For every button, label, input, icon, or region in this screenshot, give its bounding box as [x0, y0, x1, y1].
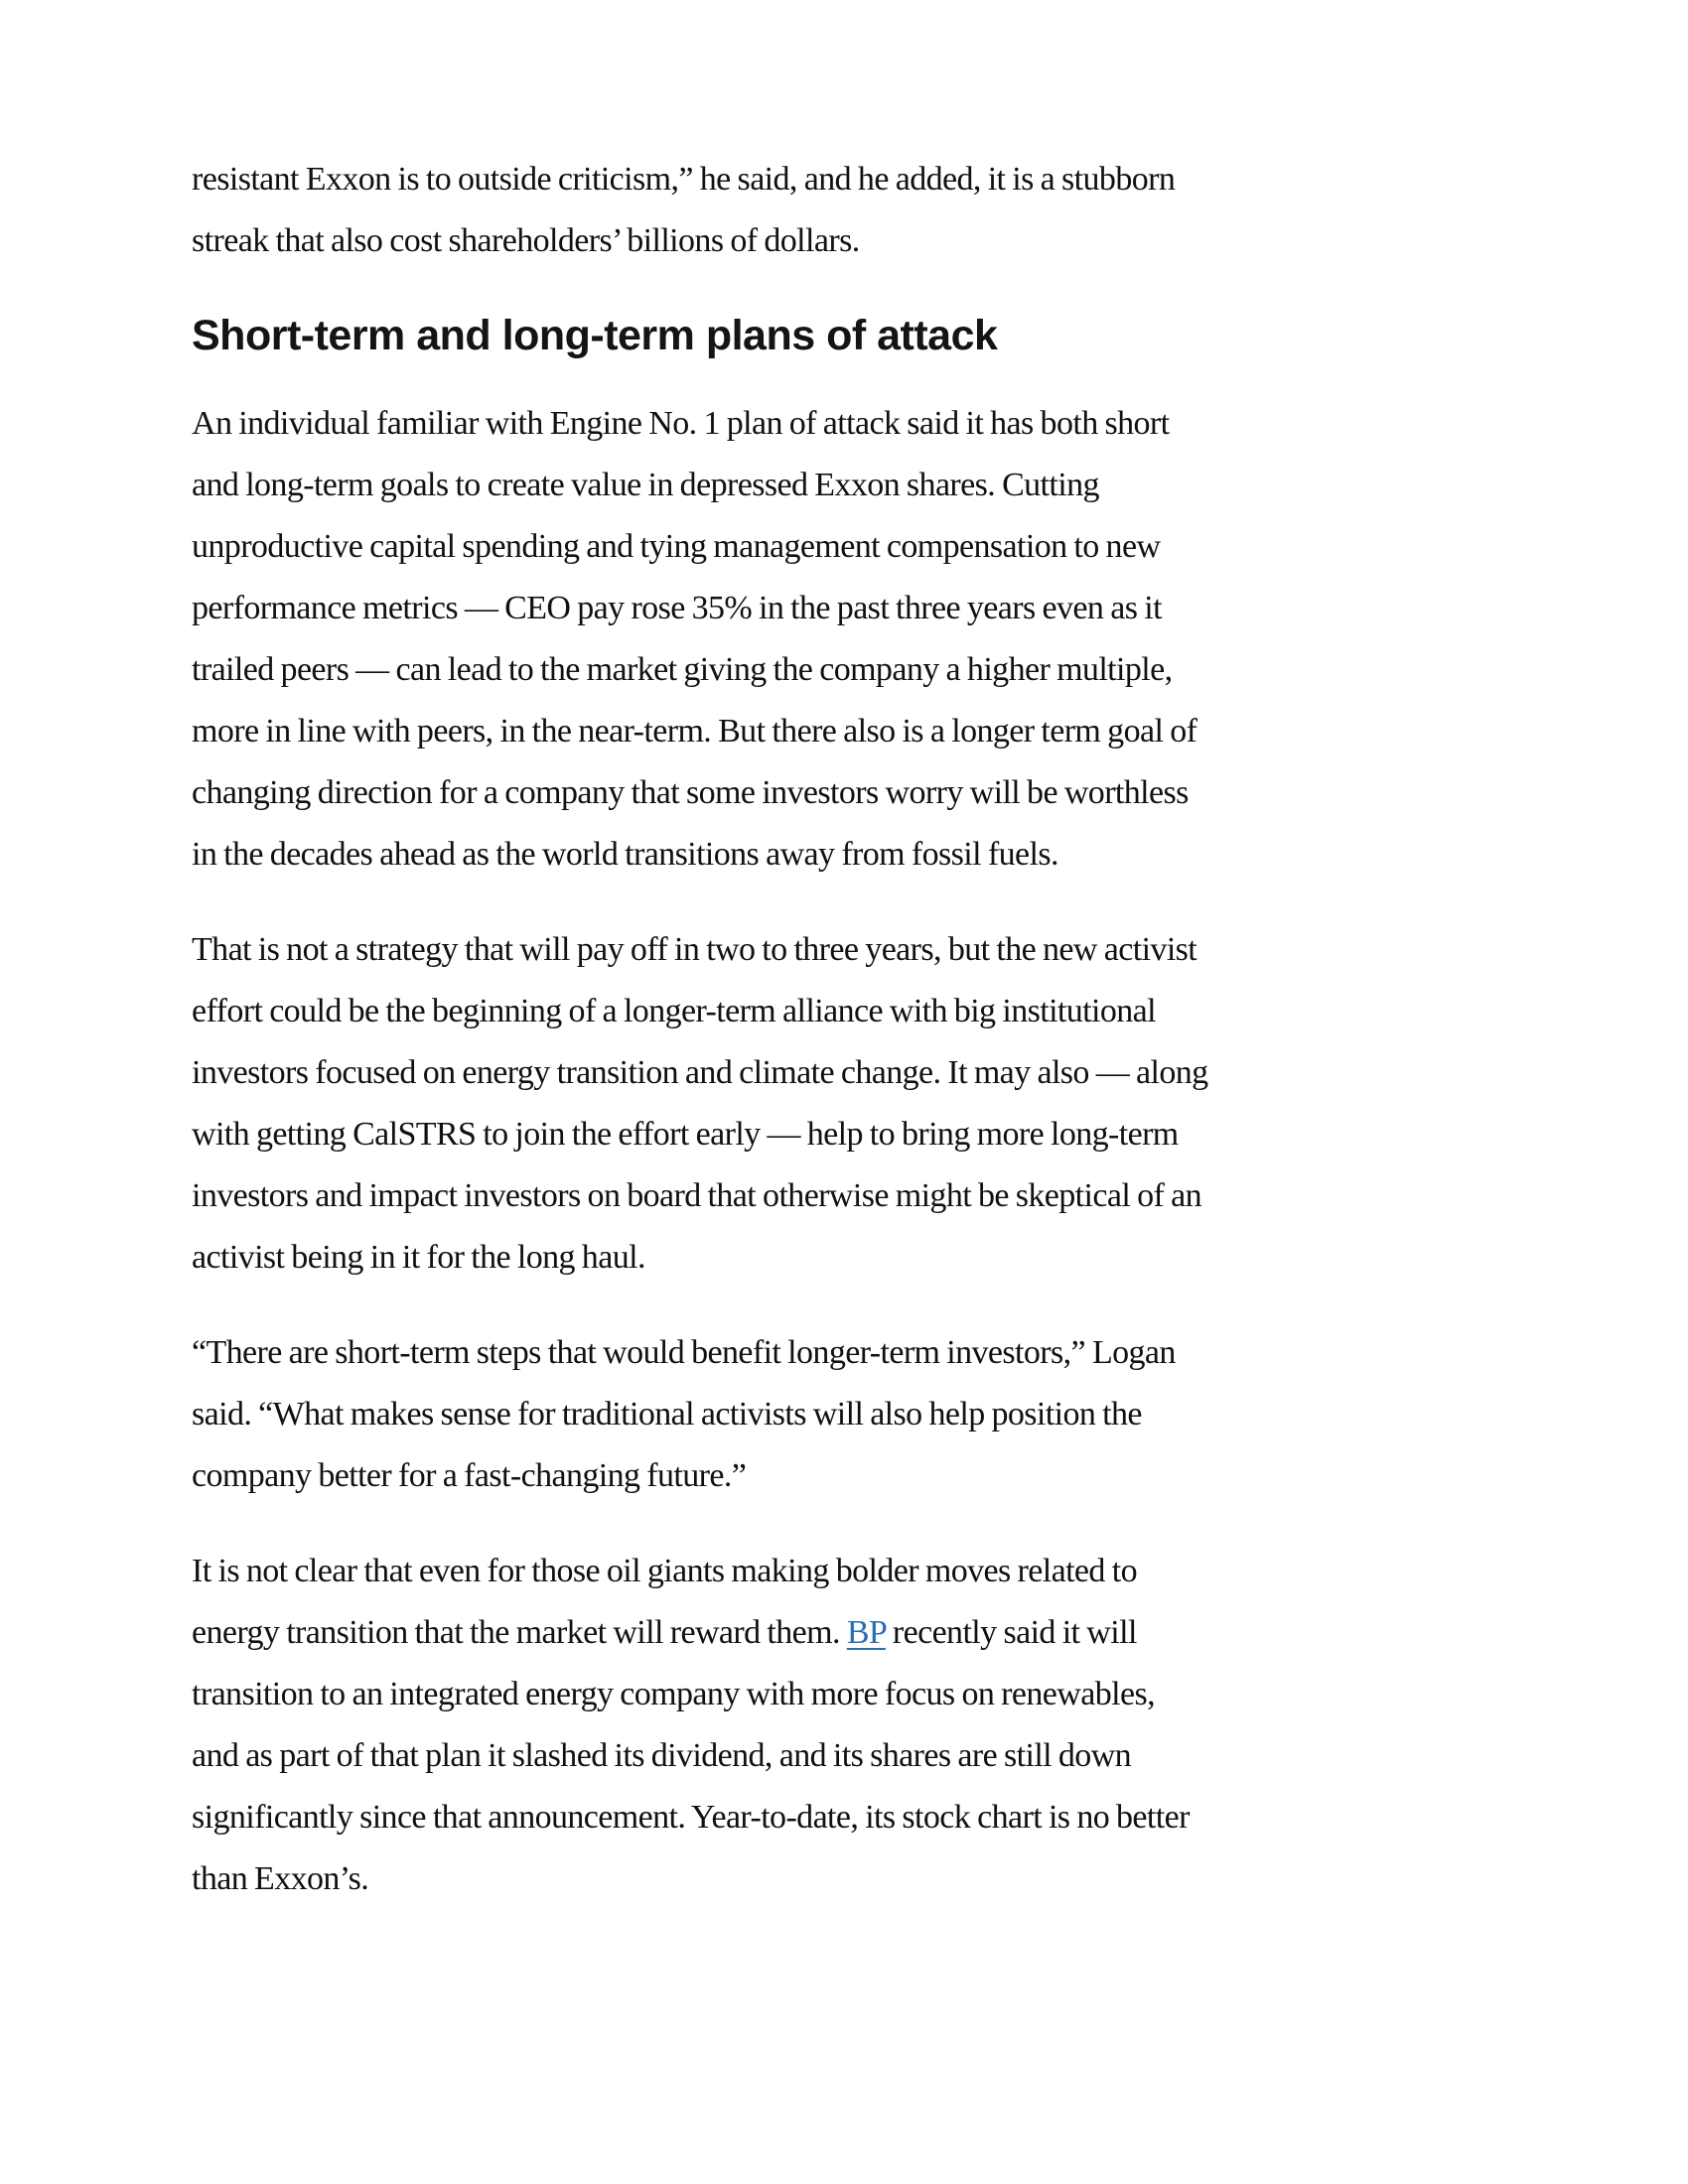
text-line: It is not clear that even for those oil giants making bolder moves related to: [192, 1553, 1137, 1589]
text-line: than Exxon’s.: [192, 1860, 369, 1897]
text-line: in the decades ahead as the world transitions away from fossil fuels.: [192, 836, 1058, 873]
text-line: resistant Exxon is to outside criticism,” he said, and he added, it is a stubborn: [192, 161, 1176, 198]
text-line: said. “What makes sense for traditional activists will also help position the: [192, 1396, 1142, 1433]
intro-paragraph: [192, 149, 1453, 272]
text-line: company better for a fast-changing future.”: [192, 1457, 747, 1494]
text-line: changing direction for a company that some investors worry will be worthless: [192, 774, 1189, 811]
paragraph-logan-quote: [192, 1322, 1453, 1507]
text-line: An individual familiar with Engine No. 1 plan of attack said it has both short: [192, 405, 1170, 442]
text-line: [192, 1602, 1453, 1664]
paragraph-strategy: [192, 919, 1453, 1289]
text-line: investors focused on energy transition and climate change. It may also — along: [192, 1054, 1208, 1091]
text-line: That is not a strategy that will pay off in two to three years, but the new activist: [192, 931, 1197, 968]
text-line: performance metrics — CEO pay rose 35% in the past three years even as it: [192, 590, 1162, 626]
text-line: and long-term goals to create value in depressed Exxon shares. Cutting: [192, 467, 1099, 503]
text-line: with getting CalSTRS to join the effort early — help to bring more long-term: [192, 1116, 1179, 1153]
text-segment: energy transition that the market will reward them.: [192, 1614, 840, 1651]
text-line: more in line with peers, in the near-term. But there also is a longer term goal of: [192, 713, 1197, 750]
text-line: and as part of that plan it slashed its dividend, and its shares are still down: [192, 1737, 1132, 1774]
text-line: transition to an integrated energy company with more focus on renewables,: [192, 1676, 1155, 1712]
text-line: streak that also cost shareholders’ billions of dollars.: [192, 222, 860, 259]
article-page: [192, 149, 1453, 1944]
text-line: activist being in it for the long haul.: [192, 1239, 645, 1276]
text-line: significantly since that announcement. Year-to-date, its stock chart is no better: [192, 1799, 1190, 1836]
section-heading: Short-term and long-term plans of attack: [192, 312, 998, 359]
paragraph-plan-of-attack: [192, 393, 1453, 886]
text-line: unproductive capital spending and tying management compensation to new: [192, 528, 1161, 565]
paragraph-bp: [192, 1541, 1453, 1910]
text-line: trailed peers — can lead to the market giving the company a higher multiple,: [192, 651, 1173, 688]
text-line: “There are short-term steps that would benefit longer-term investors,” Logan: [192, 1334, 1176, 1371]
text-line: investors and impact investors on board that otherwise might be skeptical of an: [192, 1177, 1202, 1214]
bp-link[interactable]: BP: [846, 1614, 886, 1651]
text-segment: recently said it will: [892, 1614, 1137, 1651]
text-line: effort could be the beginning of a longer-term alliance with big institutional: [192, 993, 1156, 1029]
